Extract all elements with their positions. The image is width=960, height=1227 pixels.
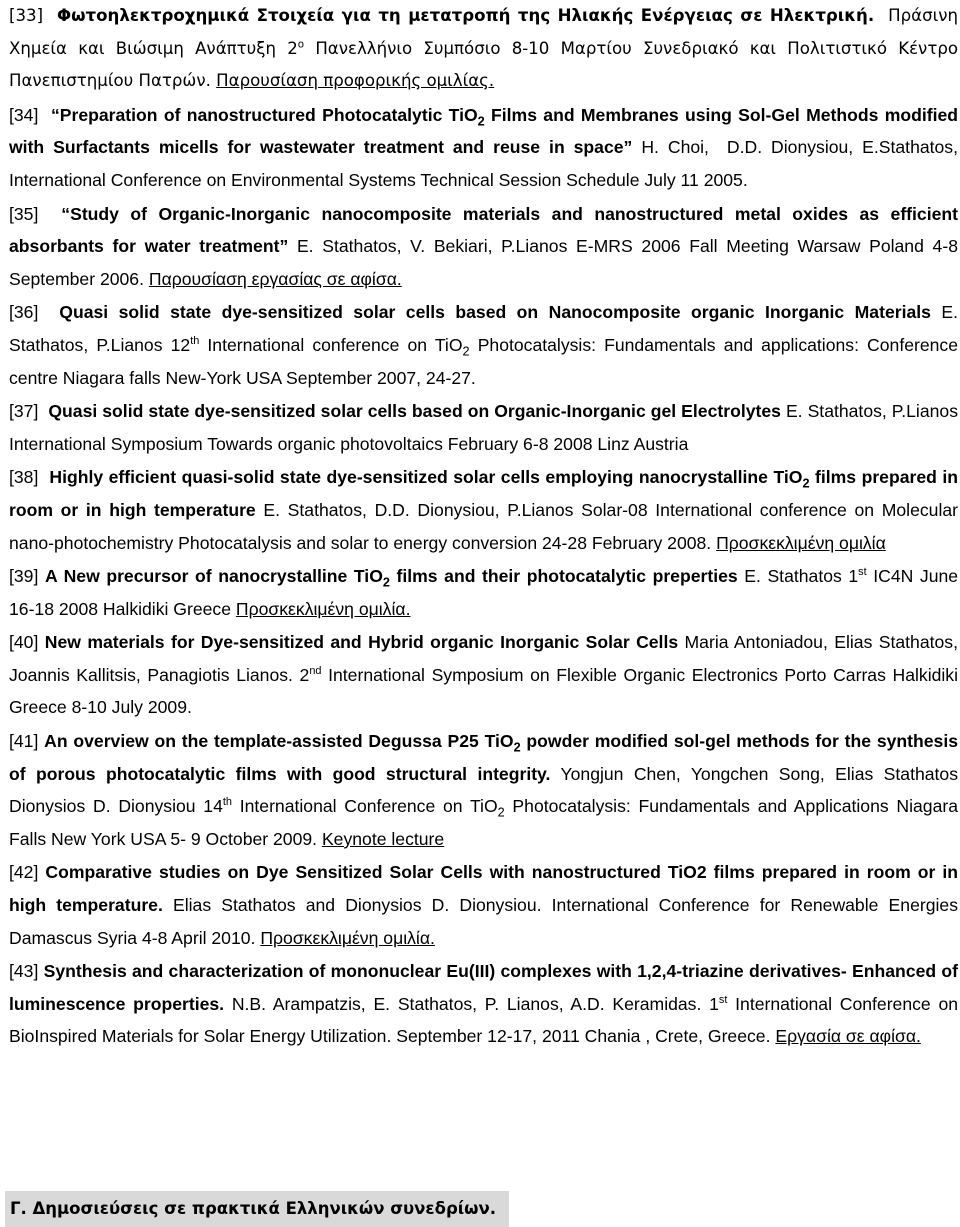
reference-number: [33] — [9, 6, 44, 25]
reference-number: [41] — [9, 731, 39, 752]
reference-details: Maria Antoniadou, Elias Stathatos, Joannis Kallitsis, Panagiotis Lianos. 2nd International Symposium on Flexible Organic Electronics Porto Carras Halkidiki Greece 8-10 July 2009. — [9, 632, 959, 718]
reference-title: Highly efficient quasi-solid state dye-sensitized solar cells employing nanocrystalline TiO$_2$ films prepared in room or in high temperature — [9, 467, 958, 520]
reference-36 — [9, 296, 958, 394]
reference-details: E. Stathatos, D.D. Dionysiou, P.Lianos Solar-08 International conference on Molecular nano-photochemistry Photocatalysis and solar to energy conversion 24-28 February 2008. — [9, 499, 959, 553]
reference-number: [34] — [9, 104, 39, 125]
section-heading: Γ. Δημοσιεύσεις σε πρακτικά Ελληνικών συνεδρίων. — [5, 1191, 509, 1227]
reference-42 — [9, 856, 958, 954]
reference-title: A New precursor of nanocrystalline TiO$_2$ films and their photocatalytic preperties — [44, 566, 738, 590]
reference-title: Φωτοηλεκτροχημικά Στοιχεία για τη μετατροπή της Ηλιακής Ενέργειας σε Ηλεκτρική. — [57, 6, 875, 25]
reference-details: Yongjun Chen, Yongchen Song, Elias Stathatos Dionysios D. Dionysiou 14th International Conference on TiO$_2$ Photocatalysis: Fundamentals and Applications Niagara Falls New York USA 5- 9 October 2009. — [9, 763, 959, 849]
reference-number: [42] — [9, 862, 39, 883]
presentation-link[interactable]: Προσκεκλιμένη ομιλία. — [260, 927, 435, 948]
reference-title: “Study of Organic-Inorganic nanocomposite materials and nanostructured metal oxides as efficient absorbants for water treatment” — [9, 203, 958, 257]
reference-number: [43] — [9, 961, 39, 982]
reference-number: [39] — [9, 566, 39, 587]
reference-41 — [9, 725, 958, 855]
reference-35 — [9, 198, 958, 296]
reference-details: E. Stathatos, P.Lianos 12th International conference on TiO$_2$ Photocatalysis: Fundamentals and applications: Conference centre Niagara falls New-York USA September 2007, 24-27. — [9, 302, 959, 388]
reference-39 — [9, 560, 958, 625]
reference-details: D.D. Dionysiou, E.Stathatos, International Conference on Environmental Systems Technical Session Schedule July 11 2005. — [9, 137, 958, 190]
presentation-link[interactable]: Παρουσίαση προφορικής ομιλίας. — [216, 71, 495, 91]
reference-number: [38] — [9, 467, 39, 488]
reference-title: Quasi solid state dye-sensitized solar cells based on Organic-Inorganic gel Electrolytes — [48, 401, 781, 422]
presentation-link[interactable]: Παρουσίαση εργασίας σε αφίσα. — [148, 268, 402, 289]
superscript: ο — [297, 38, 305, 51]
reference-details: Πράσινη Χημεία και Βιώσιμη Ανάπτυξη 2 — [9, 6, 958, 58]
reference-title: An overview on the template-assisted Degussa P25 TiO$_2$ powder modified sol-gel methods for the synthesis of porous photocatalytic films with good structural integrity. — [9, 731, 959, 784]
reference-34 — [9, 99, 958, 197]
reference-number: [37] — [9, 401, 39, 422]
presentation-link[interactable]: Keynote lecture — [321, 828, 445, 849]
reference-37 — [9, 395, 958, 460]
reference-number: [40] — [9, 632, 39, 653]
reference-number: [35] — [9, 203, 39, 224]
reference-33 — [9, 0, 958, 98]
reference-title: Comparative studies on Dye Sensitized Solar Cells with nanostructured TiO2 films prepared in room or in high temperature. — [9, 862, 958, 916]
reference-38 — [9, 461, 958, 559]
reference-details: Πανελλήνιο Συμπόσιο 8-10 Μαρτίου Συνεδριακό και Πολιτιστικό Κέντρο Πανεπιστημίου Πατρών. — [9, 38, 959, 91]
reference-details: N.B. Arampatzis, E. Stathatos, P. Lianos, A.D. Keramidas. 1st International Conference on BioInspired Materials for Solar Energy Utilization. September 12-17, 2011 Chania , Crete, Greece. — [9, 993, 959, 1047]
reference-title: Quasi solid state dye-sensitized solar cells based on Nanocomposite organic Inorganic Materials — [59, 302, 931, 323]
presentation-link[interactable]: Προσκεκλιμένη ομιλία. — [235, 598, 411, 619]
reference-title: “Preparation of nanostructured Photocatalytic TiO$_2$ Films and Membranes using Sol-Gel Methods modified with Surfactants micells for wastewater treatment and reuse in space” — [9, 104, 959, 158]
presentation-link[interactable]: Εργασία σε αφίσα. — [775, 1026, 921, 1047]
reference-number: [36] — [9, 302, 39, 323]
reference-details: E. Stathatos, P.Lianos International Symposium Towards organic photovoltaics February 6-8 2008 Linz Austria — [9, 401, 958, 454]
reference-details: E. Stathatos 1st IC4N June 16-18 2008 Halkidiki Greece — [9, 566, 959, 619]
reference-title: New materials for Dye-sensitized and Hybrid organic Inorganic Solar Cells — [44, 632, 679, 653]
reference-details: Elias Stathatos and Dionysios D. Dionysiou. International Conference for Renewable Energies Damascus Syria 4-8 April 2010. — [9, 895, 958, 948]
presentation-link[interactable]: Προσκεκλιμένη ομιλία — [716, 532, 886, 553]
reference-title: Synthesis and characterization of mononuclear Eu(III) complexes with 1,2,4-triazine derivatives- Enhanced of luminescence properties. — [9, 961, 958, 1014]
reference-43 — [9, 955, 958, 1053]
reference-40 — [9, 626, 958, 724]
reference-authors: H. Choi, — [641, 137, 709, 158]
reference-details: E. Stathatos, V. Bekiari, P.Lianos E-MRS 2006 Fall Meeting Warsaw Poland 4-8 September 2006. — [9, 236, 958, 289]
